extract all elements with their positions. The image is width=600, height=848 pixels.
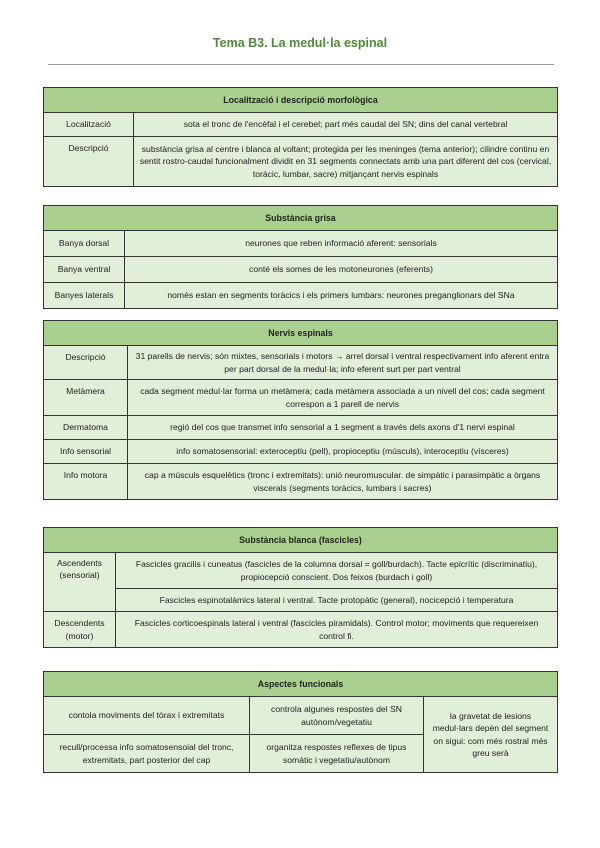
cell-text: controla algunes respostes del SN autònom/vegetatiu	[250, 697, 424, 735]
row-text: cada segment medul·lar forma un metàmera; cada metàmera associada a un nivell del cos; cada segment correspon a 1 parell de nervis	[128, 380, 558, 416]
row-text: Fascicles espinotalàmics lateral i ventral. Tacte protopàtic (general), nocicepció i temperatura	[116, 589, 558, 612]
title-divider	[48, 64, 554, 65]
section-heading: Localització i descripció morfològica	[44, 88, 558, 113]
table-substancia-blanca	[43, 527, 558, 648]
row-text: 31 parells de nervis; són mixtes, sensorials i motors → arrel dorsal i ventral respectivament info aferent entra per part dorsal de la medul·la; info eferent surt per part ventral	[128, 346, 558, 380]
table-substancia-grisa	[43, 205, 558, 309]
table-row	[44, 697, 558, 735]
table-row	[44, 612, 558, 648]
table-header-row	[44, 672, 558, 697]
row-text: sota el tronc de l'encèfal i el cerebel; part més caudal del SN; dins del canal vertebral	[134, 113, 558, 137]
row-label: Banya dorsal	[44, 231, 125, 257]
row-text: info somatosensorial: exteroceptiu (pell), propioceptiu (músculs), interoceptiu (vísceres)	[128, 440, 558, 464]
row-text: Fascicles corticoespinals lateral i ventral (fascicles piramidals). Control motor; moviments que requereixen control fi.	[116, 612, 558, 648]
row-label: Ascendents (sensorial)	[44, 553, 116, 612]
row-label: Metàmera	[44, 380, 128, 416]
table-nervis-espinals	[43, 320, 558, 500]
section-heading: Aspectes funcionals	[44, 672, 558, 697]
cell-text: recull/processa info somatosensoial del tronc, extremitats, part posterior del cap	[44, 735, 250, 773]
table-aspectes-funcionals	[43, 671, 558, 773]
row-text: Fascicles gracilis i cuneatus (fascicles de la columna dorsal = goll/burdach). Tacte epicrític (discriminatiu), propiocepció conscient. Dos feixos (burdach i goll)	[116, 553, 558, 589]
row-text: substància grisa al centre i blanca al voltant; protegida per les meninges (tema anterior); cilindre continu en sentit rostro-caudal funcionalment dividit en 31 segments connectats amb una part diferent del cos (cervical, toràcic, lumbar, sacre) mitjançant nervis espinals	[134, 137, 558, 187]
table-row	[44, 346, 558, 380]
section-heading: Nervis espinals	[44, 321, 558, 346]
row-label: Descendents (motor)	[44, 612, 116, 648]
table-row	[44, 231, 558, 257]
table-row	[44, 283, 558, 309]
table-localitzacio	[43, 87, 558, 187]
page-title: Tema B3. La medul·la espinal	[212, 36, 388, 50]
cell-text: organitza respostes reflexes de tipus somàtic i vegetatiu/autònom	[250, 735, 424, 773]
table-header-row	[44, 206, 558, 231]
table-row	[44, 440, 558, 464]
table-header-row	[44, 321, 558, 346]
table-row	[44, 416, 558, 440]
cell-text: la gravetat de lesions medul·lars depèn del segment on sigui: com més rostral més greu serà	[424, 697, 558, 773]
table-row	[44, 257, 558, 283]
table-row	[44, 113, 558, 137]
row-text: cap a músculs esquelètics (tronc i extremitats): unió neuromuscular. de simpàtic i parasimpàtic a òrgans viscerals (segments toràcics, lumbars i sacres)	[128, 464, 558, 500]
table-row	[44, 464, 558, 500]
row-label: Info motora	[44, 464, 128, 500]
row-label: Descripció	[44, 137, 134, 187]
table-header-row	[44, 88, 558, 113]
row-label: Localització	[44, 113, 134, 137]
row-text: neurones que reben informació aferent: sensorials	[125, 231, 558, 257]
table-row	[44, 553, 558, 589]
cell-text: contola moviments del tòrax i extremitats	[44, 697, 250, 735]
row-text: conté els somes de les motoneurones (eferents)	[125, 257, 558, 283]
row-label: Banyes laterals	[44, 283, 125, 309]
row-label: Descripció	[44, 346, 128, 380]
row-text: regió del cos que transmet info sensorial a 1 segment a través dels axons d'1 nervi espinal	[128, 416, 558, 440]
table-header-row	[44, 528, 558, 553]
row-label: Info sensorial	[44, 440, 128, 464]
table-row	[44, 137, 558, 187]
section-heading: Substància blanca (fascicles)	[44, 528, 558, 553]
row-text: només estan en segments toràcics i els primers lumbars: neurones preganglionars del SNa	[125, 283, 558, 309]
table-row	[44, 589, 558, 612]
row-label: Dermatoma	[44, 416, 128, 440]
table-row	[44, 380, 558, 416]
section-heading: Substància grisa	[44, 206, 558, 231]
row-label: Banya ventral	[44, 257, 125, 283]
